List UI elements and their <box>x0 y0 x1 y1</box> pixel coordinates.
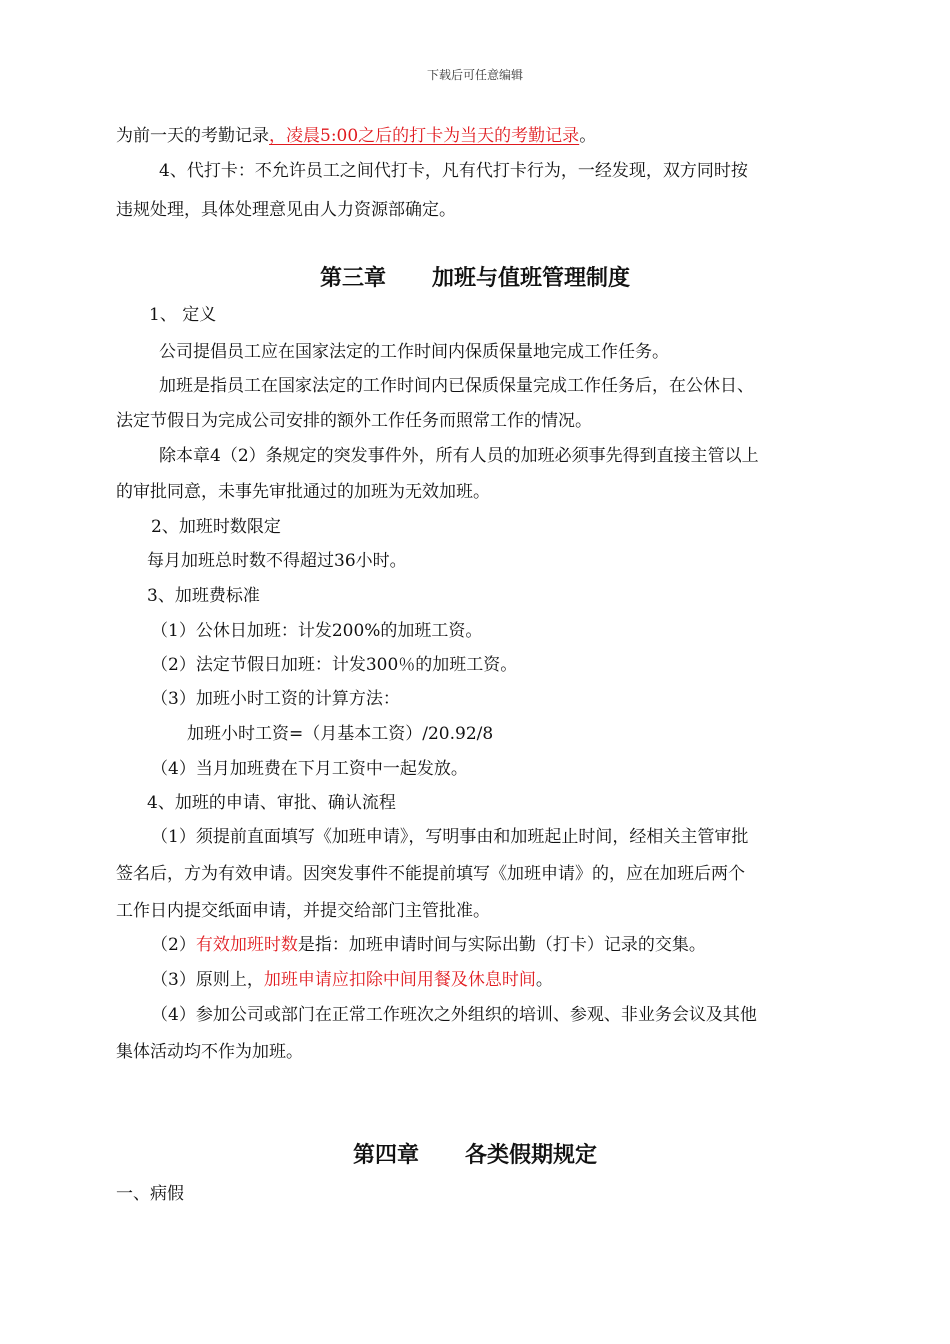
section-title: 3、加班费标准 <box>147 586 260 606</box>
section-title: 4、加班的申请、审批、确认流程 <box>147 793 396 813</box>
paragraph-line <box>151 933 706 957</box>
paragraph-line: 4、代打卡：不允许员工之间代打卡，凡有代打卡行为，一经发现，双方同时按 <box>159 161 748 181</box>
text-segment: 为前一天的考勤记录 <box>116 126 269 146</box>
chapter-title: 各类假期规定 <box>464 1143 597 1168</box>
paragraph-line: 的审批同意，未事先审批通过的加班为无效加班。 <box>116 482 490 502</box>
text-segment: 。 <box>579 126 597 146</box>
paragraph-line: 违规处理，具体处理意见由人力资源部确定。 <box>116 200 456 220</box>
list-item: （1）公休日加班：计发200%的加班工资。 <box>151 621 483 641</box>
paragraph-line: 集体活动均不作为加班。 <box>116 1042 303 1062</box>
paragraph-line: （1）须提前直面填写《加班申请》，写明事由和加班起止时间，经相关主管审批 <box>151 827 749 847</box>
paragraph-line: 法定节假日为完成公司安排的额外工作任务而照常工作的情况。 <box>116 411 592 431</box>
chapter-title: 加班与值班管理制度 <box>431 266 630 291</box>
paragraph-line: 每月加班总时数不得超过36小时。 <box>147 551 407 571</box>
chapter-heading <box>0 264 950 294</box>
header-note: 下载后可任意编辑 <box>426 68 523 82</box>
paragraph-line: 签名后，方为有效申请。因突发事件不能提前填写《加班申请》的，应在加班后两个 <box>116 864 745 884</box>
paragraph-line: （4）参加公司或部门在正常工作班次之外组织的培训、参观、非业务会议及其他 <box>151 1005 757 1025</box>
text-segment: 是指：加班申请时间与实际出勤（打卡）记录的交集。 <box>297 935 706 955</box>
paragraph-line: 加班是指员工在国家法定的工作时间内已保质保量完成工作任务后，在公休日、 <box>159 376 754 396</box>
highlighted-text: ，凌晨5:00之后的打卡为当天的考勤记录 <box>269 126 580 146</box>
chapter-number: 第四章 <box>353 1143 420 1168</box>
text-segment: （3）原则上， <box>151 970 264 990</box>
section-title: 2、加班时数限定 <box>151 517 281 537</box>
paragraph-line: 除本章4（2）条规定的突发事件外，所有人员的加班必须事先得到直接主管以上 <box>159 446 759 466</box>
formula-line: 加班小时工资=（月基本工资）/20.92/8 <box>187 724 494 744</box>
paragraph-line <box>151 968 553 992</box>
section-title: 1、 定义 <box>149 305 217 325</box>
paragraph-line: 工作日内提交纸面申请，并提交给部门主管批准。 <box>116 901 490 921</box>
highlighted-text: 有效加班时数 <box>195 935 298 955</box>
chapter-number: 第三章 <box>320 266 387 291</box>
paragraph-line <box>116 124 596 148</box>
text-segment: （2） <box>151 935 196 955</box>
list-item: （3）加班小时工资的计算方法： <box>151 689 400 709</box>
highlighted-text: 加班申请应扣除中间用餐及休息时间 <box>263 970 536 990</box>
section-title: 一、病假 <box>116 1184 184 1204</box>
list-item: （2）法定节假日加班：计发300％的加班工资。 <box>151 655 518 675</box>
chapter-heading <box>0 1141 950 1171</box>
text-segment: 。 <box>535 970 553 990</box>
list-item: （4）当月加班费在下月工资中一起发放。 <box>151 759 468 779</box>
paragraph-line: 公司提倡员工应在国家法定的工作时间内保质保量地完成工作任务。 <box>159 342 669 362</box>
